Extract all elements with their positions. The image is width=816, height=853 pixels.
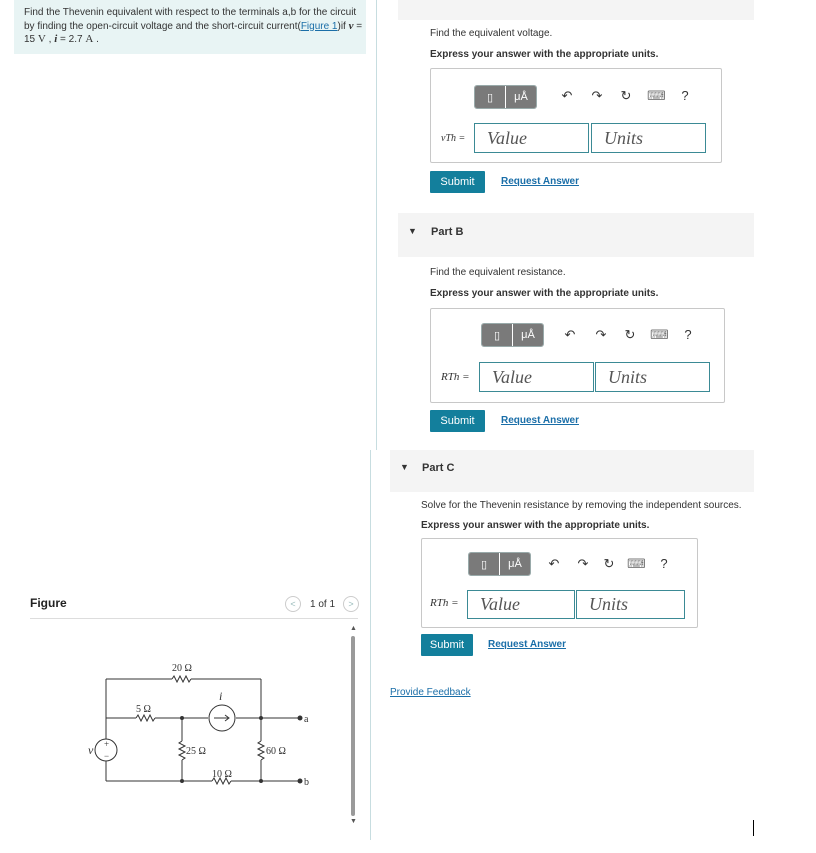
part-b-units-note: Express your answer with the appropriate units. [430, 288, 659, 299]
text-cursor [753, 820, 754, 836]
part-b-value-input[interactable]: Value [479, 362, 594, 392]
templates-button[interactable]: ▯ [482, 324, 513, 346]
resistor-25 [179, 741, 185, 760]
figure-1-link[interactable]: Figure 1 [300, 20, 338, 32]
prev-figure-button[interactable]: < [285, 596, 301, 612]
reset-icon[interactable]: ↻ [624, 327, 636, 342]
part-b-submit-button[interactable]: Submit [430, 410, 485, 432]
part-c-request-answer-link[interactable]: Request Answer [488, 639, 566, 650]
part-a-instruction: Find the equivalent voltage. [430, 28, 553, 39]
r25-label: 25 Ω [186, 746, 206, 757]
part-c-units-note: Express your answer with the appropriate units. [421, 520, 650, 531]
undo-icon[interactable]: ↶ [564, 327, 576, 342]
collapse-triangle-icon[interactable]: ▼ [408, 226, 417, 236]
provide-feedback-link[interactable]: Provide Feedback [390, 687, 471, 698]
part-b-request-answer-link[interactable]: Request Answer [501, 415, 579, 426]
rth-label: RTh = [430, 597, 459, 609]
part-a-submit-button[interactable]: Submit [430, 171, 485, 193]
current-label: i [219, 689, 223, 703]
keyboard-icon[interactable]: ⌨ [627, 556, 646, 571]
units-button[interactable]: μÅ [513, 324, 543, 346]
redo-icon[interactable]: ↷ [591, 88, 603, 103]
r20-label: 20 Ω [172, 663, 192, 674]
r5-label: 5 Ω [136, 704, 151, 715]
part-c-title: Part C [422, 462, 455, 474]
keyboard-icon[interactable]: ⌨ [647, 88, 666, 103]
part-c-units-input[interactable]: Units [576, 590, 685, 619]
next-figure-button[interactable]: > [343, 596, 359, 612]
part-b-units-input[interactable]: Units [595, 362, 710, 392]
part-b-title: Part B [431, 226, 464, 238]
resistor-60 [258, 741, 264, 760]
help-icon[interactable]: ? [684, 327, 692, 342]
vth-label: vTh = [441, 133, 466, 144]
scroll-up-icon[interactable]: ▲ [350, 625, 357, 632]
reset-icon[interactable]: ↻ [603, 556, 615, 571]
redo-icon[interactable]: ↷ [595, 327, 607, 342]
problem-text: Find the Thevenin equivalent with respect to the terminals a,b for the circuit by finding the open-circuit voltage and the short-circuit current(Figure 1)if v = 15 V , i = 2.7 A . [24, 7, 363, 45]
figure-label: Figure [30, 596, 67, 610]
reset-icon[interactable]: ↻ [620, 88, 632, 103]
collapse-triangle-icon[interactable]: ▼ [400, 462, 409, 472]
resistor-5 [136, 715, 155, 721]
part-b-instruction: Find the equivalent resistance. [430, 267, 566, 278]
terminal-b-label: b [304, 777, 309, 788]
scroll-down-icon[interactable]: ▼ [350, 818, 357, 825]
units-button[interactable]: μÅ [500, 553, 530, 575]
units-button[interactable]: μÅ [506, 86, 536, 108]
minus-sign: − [104, 751, 110, 761]
help-icon[interactable]: ? [681, 88, 689, 103]
undo-icon[interactable]: ↶ [548, 556, 560, 571]
part-c-submit-button[interactable]: Submit [421, 634, 473, 656]
voltage-label: v [88, 743, 94, 757]
r60-label: 60 Ω [266, 746, 286, 757]
rth-label: RTh = [441, 371, 470, 383]
part-a-units-note: Express your answer with the appropriate units. [430, 49, 659, 60]
r10-label: 10 Ω [212, 769, 232, 780]
redo-icon[interactable]: ↷ [577, 556, 589, 571]
terminal-a-label: a [304, 714, 309, 725]
figure-pager: 1 of 1 [310, 599, 336, 610]
plus-sign: + [104, 739, 110, 749]
part-a-request-answer-link[interactable]: Request Answer [501, 176, 579, 187]
resistor-20 [172, 676, 191, 682]
part-a-value-input[interactable]: Value [474, 123, 589, 153]
terminal-b-dot [298, 779, 303, 784]
part-c-value-input[interactable]: Value [467, 590, 575, 619]
part-c-instruction: Solve for the Thevenin resistance by removing the independent sources. [421, 500, 742, 511]
undo-icon[interactable]: ↶ [561, 88, 573, 103]
templates-button[interactable]: ▯ [469, 553, 500, 575]
terminal-a-dot [298, 716, 303, 721]
help-icon[interactable]: ? [660, 556, 668, 571]
keyboard-icon[interactable]: ⌨ [650, 327, 669, 342]
templates-button[interactable]: ▯ [475, 86, 506, 108]
part-a-units-input[interactable]: Units [591, 123, 706, 153]
